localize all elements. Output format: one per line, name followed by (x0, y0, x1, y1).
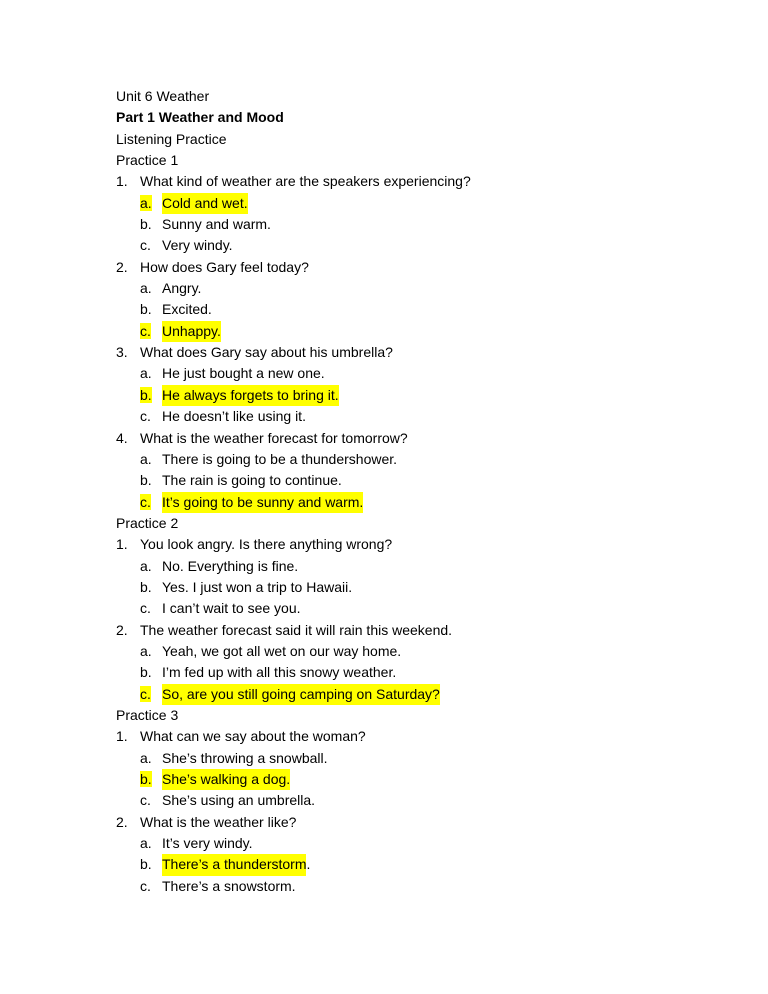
option-text: Sunny and warm. (162, 216, 271, 233)
option-text: She’s walking a dog. (162, 769, 290, 790)
option-text: She’s throwing a snowball. (162, 749, 328, 766)
option-letter: a. (140, 835, 152, 852)
question-number: 2. (116, 258, 128, 275)
answer-option (116, 449, 716, 470)
answer-option (116, 790, 716, 811)
question (116, 534, 716, 555)
answer-option (116, 577, 716, 598)
practice-heading: Practice 1 (116, 152, 179, 169)
option-letter: b. (140, 664, 152, 681)
option-text-trailing: . (306, 856, 311, 873)
option-letter: a. (140, 749, 152, 766)
option-letter: a. (140, 365, 152, 382)
option-text: She’s using an umbrella. (162, 792, 316, 809)
option-letter: c. (140, 322, 151, 339)
question (116, 428, 716, 449)
question-number: 2. (116, 621, 128, 638)
question-number: 4. (116, 429, 128, 446)
answer-option (116, 278, 716, 299)
answer-option (116, 598, 716, 619)
option-text: He just bought a new one. (162, 365, 325, 382)
question-text: What can we say about the woman? (140, 728, 366, 745)
answer-option (116, 299, 716, 320)
option-text: It’s going to be sunny and warm. (162, 492, 363, 513)
option-text: The rain is going to continue. (162, 472, 342, 489)
option-letter: a. (140, 642, 152, 659)
question (116, 812, 716, 833)
answer-option (116, 363, 716, 384)
practice-heading: Practice 2 (116, 514, 179, 531)
question-text: What is the weather forecast for tomorrow? (140, 429, 408, 446)
answer-option (116, 406, 716, 427)
option-letter: a. (140, 194, 152, 211)
answer-option-highlighted (116, 854, 716, 875)
question (116, 171, 716, 192)
question (116, 257, 716, 278)
option-letter: b. (140, 578, 152, 595)
answer-option-highlighted (116, 193, 716, 214)
option-letter: a. (140, 450, 152, 467)
option-text: He doesn’t like using it. (162, 408, 306, 425)
question-text: What is the weather like? (140, 813, 297, 830)
practice-heading: Practice 3 (116, 706, 179, 723)
option-letter: b. (140, 771, 152, 787)
option-text: I can’t wait to see you. (162, 600, 301, 617)
question-number: 1. (116, 173, 128, 190)
question-text: You look angry. Is there anything wrong? (140, 536, 393, 553)
option-letter: c. (140, 792, 151, 809)
answer-option-highlighted (116, 321, 716, 342)
option-text: Yes. I just won a trip to Hawaii. (162, 578, 353, 595)
answer-option (116, 641, 716, 662)
option-letter: a. (140, 557, 152, 574)
answer-option-highlighted (116, 385, 716, 406)
option-text: Unhappy. (162, 321, 221, 342)
question-number: 3. (116, 344, 128, 361)
option-letter: c. (140, 493, 151, 510)
option-text: It’s very windy. (162, 835, 253, 852)
option-letter: c. (140, 877, 151, 894)
option-text: No. Everything is fine. (162, 557, 299, 574)
option-text: There’s a snowstorm. (162, 877, 296, 894)
question-number: 1. (116, 536, 128, 553)
option-letter: c. (140, 237, 151, 254)
option-text: He always forgets to bring it. (162, 385, 339, 406)
option-letter: a. (140, 280, 152, 297)
answer-option (116, 748, 716, 769)
answer-option-highlighted (116, 492, 716, 513)
option-letter: b. (140, 301, 152, 318)
option-letter: c. (140, 408, 151, 425)
question-number: 1. (116, 728, 128, 745)
section-title: Listening Practice (116, 130, 227, 147)
option-text: So, are you still going camping on Saturday? (162, 684, 440, 705)
document-title: Unit 6 Weather (116, 88, 210, 104)
answer-option (116, 214, 716, 235)
question (116, 342, 716, 363)
answer-option (116, 833, 716, 854)
answer-option (116, 662, 716, 683)
option-text: Excited. (162, 301, 212, 318)
option-letter: b. (140, 386, 152, 403)
option-text: Cold and wet. (162, 193, 248, 214)
practices-container (116, 150, 716, 897)
answer-option-highlighted (116, 684, 716, 705)
option-letter: b. (140, 216, 152, 233)
question-text: How does Gary feel today? (140, 258, 309, 275)
option-text: Angry. (162, 280, 202, 297)
answer-option-highlighted (116, 769, 716, 790)
answer-option (116, 235, 716, 256)
question-text: What does Gary say about his umbrella? (140, 344, 393, 361)
question (116, 726, 716, 747)
answer-option (116, 470, 716, 491)
answer-option (116, 876, 716, 897)
option-letter: b. (140, 856, 152, 873)
option-text: Very windy. (162, 237, 233, 254)
question-text: What kind of weather are the speakers experiencing? (140, 173, 471, 190)
document-body (116, 86, 716, 897)
option-text: Yeah, we got all wet on our way home. (162, 642, 402, 659)
option-letter: c. (140, 600, 151, 617)
answer-option (116, 556, 716, 577)
option-text: I’m fed up with all this snowy weather. (162, 664, 397, 681)
question (116, 620, 716, 641)
option-letter: b. (140, 472, 152, 489)
part-title: Part 1 Weather and Mood (116, 109, 284, 126)
question-text: The weather forecast said it will rain this weekend. (140, 621, 453, 638)
option-letter: c. (140, 685, 151, 702)
option-text: There is going to be a thundershower. (162, 450, 398, 467)
question-number: 2. (116, 813, 128, 830)
option-text: There’s a thunderstorm (162, 854, 306, 875)
